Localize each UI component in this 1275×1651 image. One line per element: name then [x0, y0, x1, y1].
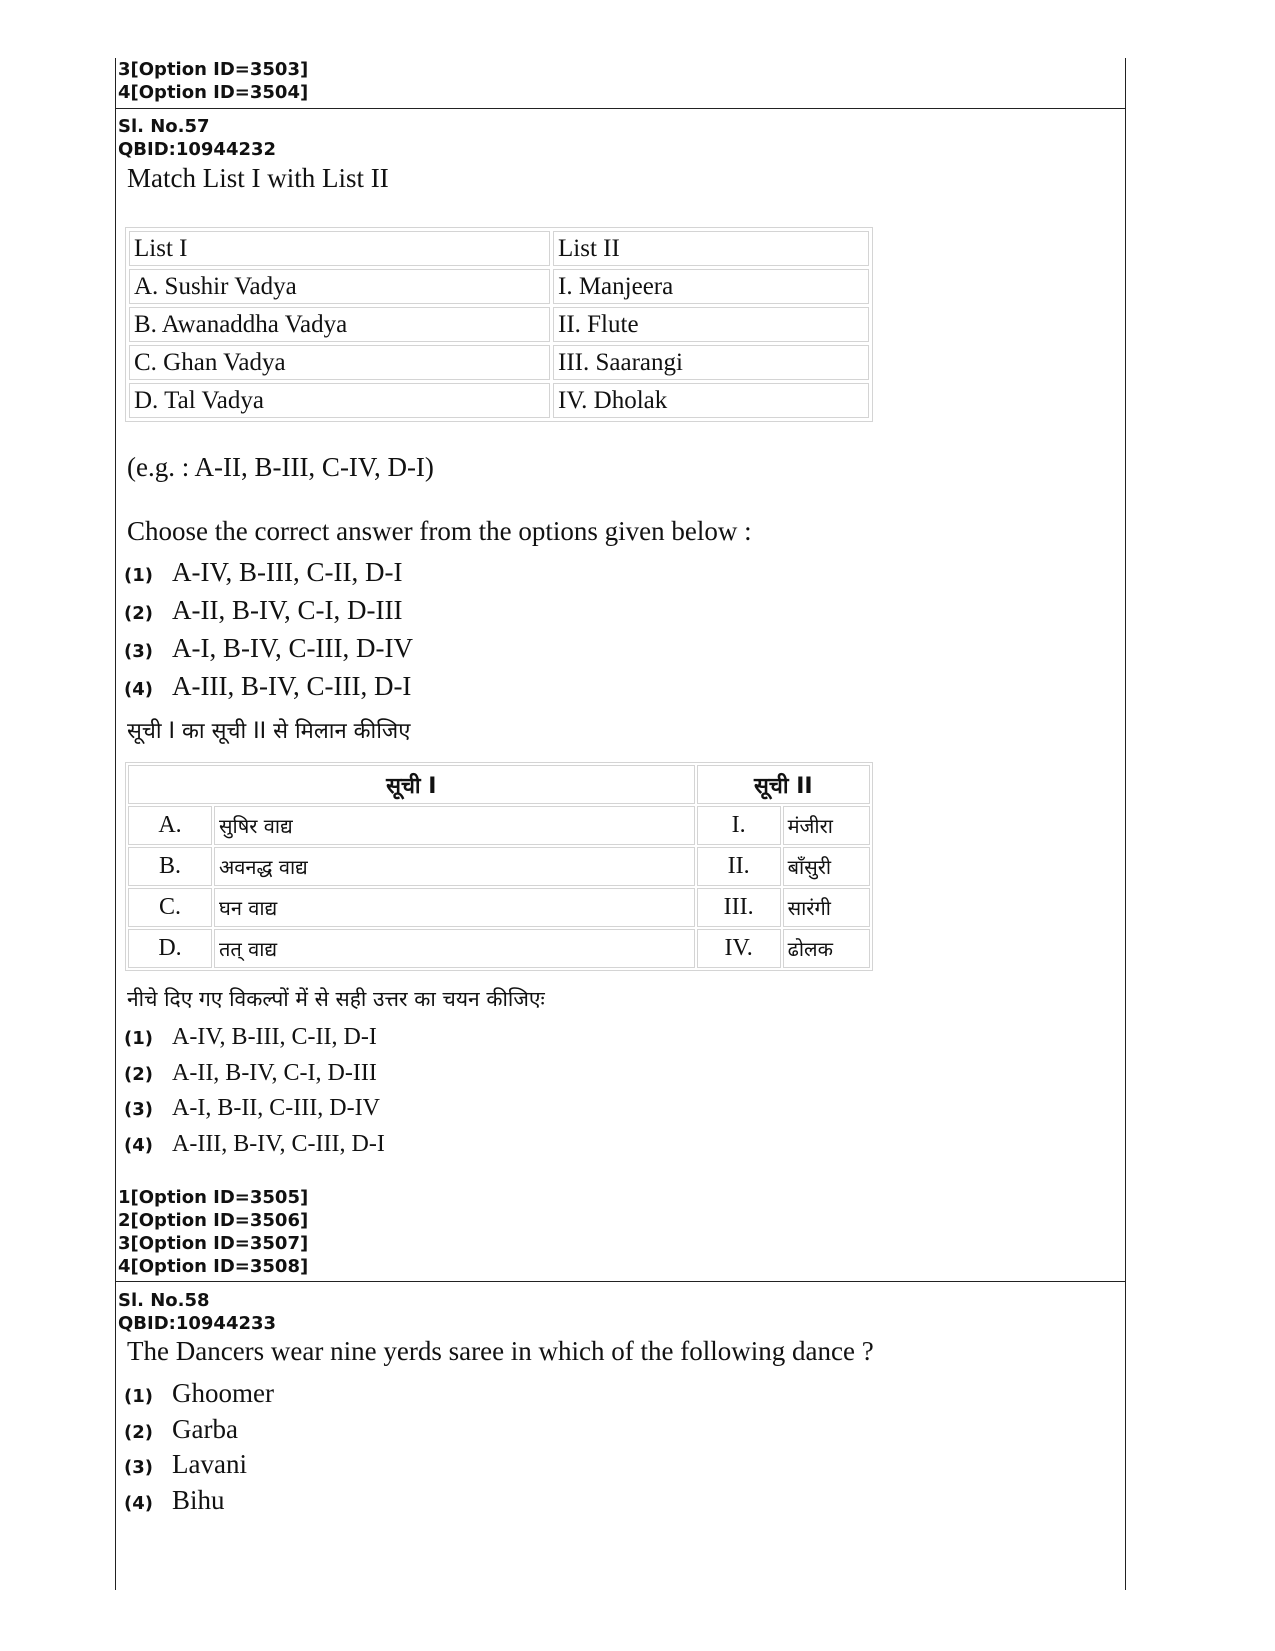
table-row: [128, 847, 870, 886]
instruction-hi: नीचे दिए गए विकल्पों में से सही उत्तर का चयन कीजिएः: [127, 987, 545, 1011]
option-id-line: 3[Option ID=3503]: [118, 59, 309, 80]
question-57-header: [118, 115, 276, 161]
option-text: A-III, B-IV, C-III, D-I: [172, 671, 412, 701]
table-header-cell: List II: [553, 231, 869, 266]
option-text: Garba: [172, 1413, 238, 1444]
table-cell: सारंगी: [783, 888, 870, 927]
option-id-line: 4[Option ID=3508]: [118, 1256, 309, 1277]
match-table-en: [125, 227, 873, 422]
table-cell: तत् वाद्य: [214, 929, 695, 968]
option-text: A-I, B-II, C-III, D-IV: [172, 1095, 380, 1121]
table-row: [129, 307, 869, 342]
options-hi: [124, 1024, 385, 1166]
option-id-line: 2[Option ID=3506]: [118, 1210, 309, 1231]
option-number: (4): [124, 1134, 153, 1156]
table-row: [129, 345, 869, 380]
question-divider: [115, 1281, 1125, 1282]
option-text: A-IV, B-III, C-II, D-I: [172, 557, 403, 587]
table-header-cell: सूची II: [697, 765, 870, 804]
option-id-line: 4[Option ID=3504]: [118, 82, 309, 103]
table-cell: IV. Dholak: [553, 383, 869, 418]
table-cell: B.: [128, 847, 212, 886]
table-header-row: [129, 231, 869, 266]
table-cell: I.: [697, 806, 781, 845]
example-text: (e.g. : A-II, B-III, C-IV, D-I): [127, 452, 434, 482]
table-cell: घन वाद्य: [214, 888, 695, 927]
table-row: [128, 806, 870, 845]
option-number: (4): [124, 679, 153, 700]
option-number: (4): [124, 1492, 153, 1514]
table-cell: D. Tal Vadya: [129, 383, 550, 418]
instruction-en: Choose the correct answer from the options given below :: [127, 516, 752, 546]
prev-option-ids: [118, 58, 308, 104]
option-number: (1): [124, 1028, 153, 1049]
option-item[interactable]: [124, 595, 413, 633]
table-cell: D.: [128, 929, 212, 968]
table-row: [128, 929, 870, 968]
table-cell: C. Ghan Vadya: [129, 345, 550, 380]
option-item[interactable]: [124, 1485, 274, 1521]
option-text: Lavani: [172, 1449, 247, 1479]
option-text: Ghoomer: [172, 1378, 274, 1408]
option-item[interactable]: [124, 557, 413, 595]
table-cell: A.: [128, 806, 212, 845]
option-text: A-III, B-IV, C-III, D-I: [172, 1130, 385, 1157]
option-item[interactable]: [124, 671, 413, 709]
table-header-cell: सूची I: [128, 765, 695, 804]
table-cell: C.: [128, 888, 212, 927]
table-cell: मंजीरा: [783, 806, 870, 845]
option-id-line: 1[Option ID=3505]: [118, 1187, 309, 1208]
table-cell: I. Manjeera: [553, 269, 869, 304]
option-number: (3): [124, 641, 153, 662]
option-item[interactable]: [124, 1060, 385, 1096]
table-cell: ढोलक: [783, 929, 870, 968]
option-text: A-II, B-IV, C-I, D-III: [172, 595, 403, 625]
serial-number: Sl. No.57: [118, 116, 210, 137]
table-cell: IV.: [697, 929, 781, 968]
table-cell: A. Sushir Vadya: [129, 269, 550, 304]
table-header-cell: List I: [129, 231, 550, 266]
options: [124, 1378, 274, 1520]
table-cell: II.: [697, 847, 781, 886]
qbid: QBID:10944233: [118, 1313, 277, 1334]
option-number: (2): [124, 1421, 153, 1443]
table-row: [129, 269, 869, 304]
option-text: A-II, B-IV, C-I, D-III: [172, 1059, 377, 1086]
table-cell: बाँसुरी: [783, 847, 870, 886]
option-number: (2): [124, 603, 153, 624]
option-item[interactable]: [124, 1131, 385, 1167]
table-cell: II. Flute: [553, 307, 869, 342]
question-prompt-en: Match List I with List II: [127, 163, 389, 193]
table-cell: III.: [697, 888, 781, 927]
option-number: (3): [124, 1457, 153, 1478]
option-number: (3): [124, 1099, 153, 1120]
table-cell: B. Awanaddha Vadya: [129, 307, 550, 342]
table-cell: अवनद्ध वाद्य: [214, 847, 695, 886]
option-number: (1): [124, 1386, 153, 1407]
option-text: A-IV, B-III, C-II, D-I: [172, 1024, 377, 1050]
table-cell: सुषिर वाद्य: [214, 806, 695, 845]
table-header-row: [128, 765, 870, 804]
option-text: Bihu: [172, 1484, 225, 1515]
question-58-header: [118, 1289, 276, 1335]
match-table-hi: [125, 762, 873, 971]
option-text: A-I, B-IV, C-III, D-IV: [172, 633, 413, 663]
question-57-option-ids: [118, 1186, 308, 1278]
option-item[interactable]: [124, 633, 413, 671]
question-prompt-hi: सूची I का सूची II से मिलान कीजिए: [127, 719, 411, 744]
question-prompt: The Dancers wear nine yerds saree in which of the following dance ?: [127, 1336, 874, 1366]
option-item[interactable]: [124, 1378, 274, 1414]
qbid: QBID:10944232: [118, 139, 277, 160]
option-number: (2): [124, 1063, 153, 1085]
option-item[interactable]: [124, 1449, 274, 1485]
options-en: [124, 557, 413, 709]
option-id-line: 3[Option ID=3507]: [118, 1233, 309, 1254]
option-item[interactable]: [124, 1024, 385, 1060]
table-row: [129, 383, 869, 418]
option-item[interactable]: [124, 1414, 274, 1450]
option-item[interactable]: [124, 1095, 385, 1131]
table-row: [128, 888, 870, 927]
option-number: (1): [124, 565, 153, 586]
question-divider: [115, 108, 1125, 109]
serial-number: Sl. No.58: [118, 1290, 210, 1311]
table-cell: III. Saarangi: [553, 345, 869, 380]
